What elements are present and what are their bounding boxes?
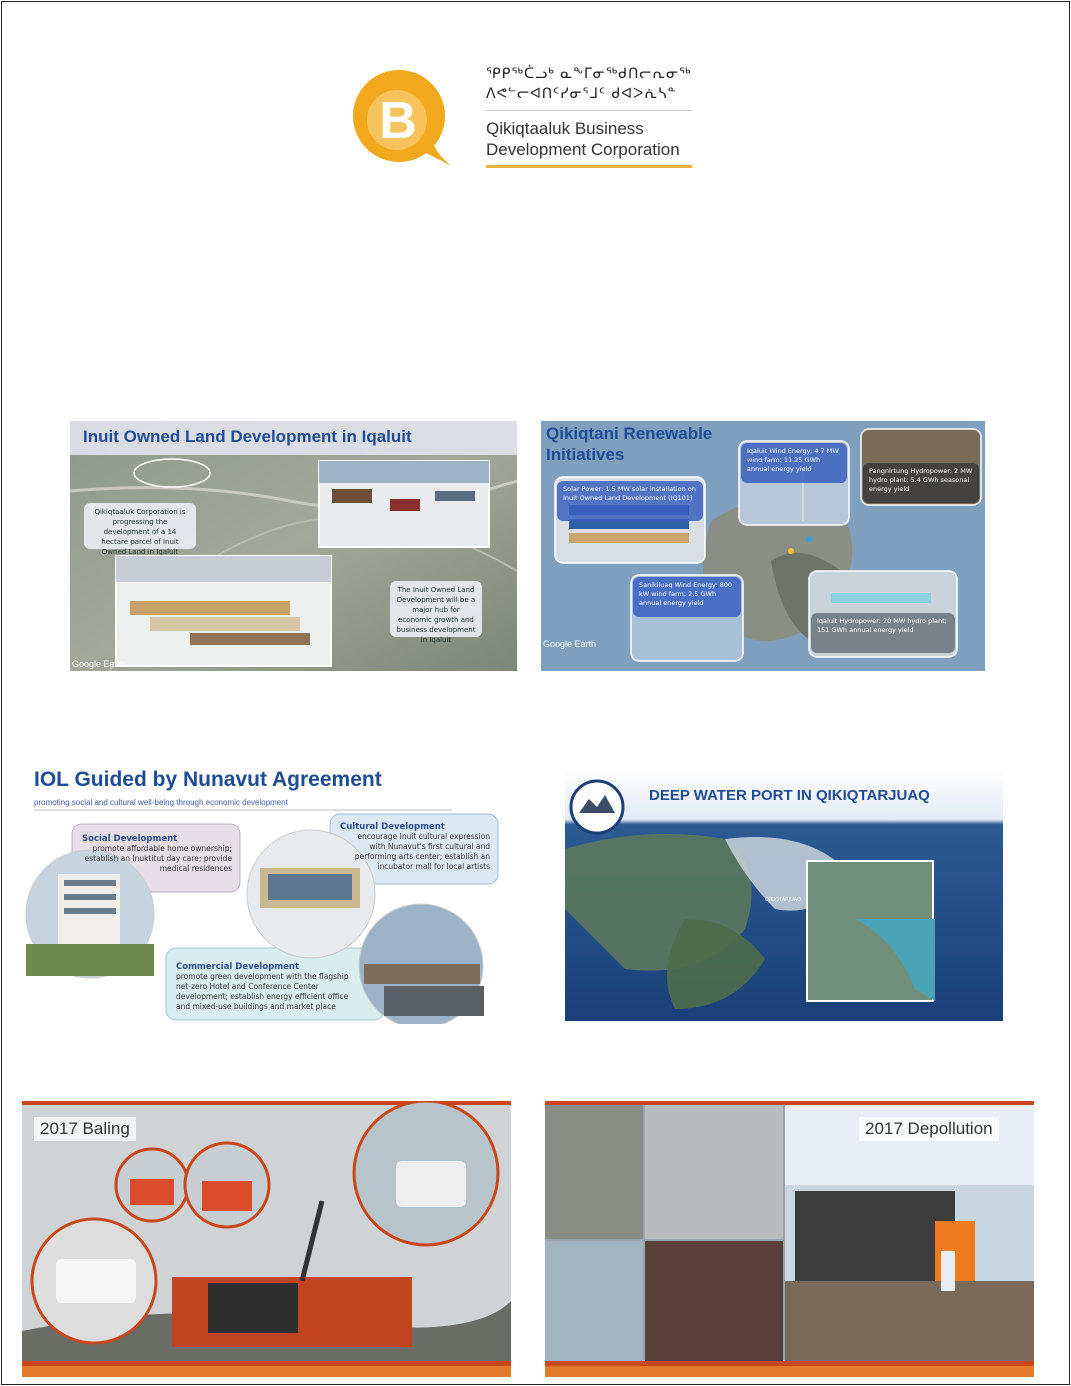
- depollution-photo-collage: [545, 1101, 1034, 1377]
- qbdc-logo-icon: [349, 68, 455, 168]
- logo-name-line1: Qikiqtaaluk Business: [486, 119, 644, 138]
- slide-title: 2017 Baling: [34, 1117, 136, 1141]
- iqaluit-wind-info: Iqaluit Wind Energy: 4.7 MW wind farm; 11.25 GWh annual energy yield: [741, 443, 847, 483]
- slide-iol-iqaluit: [70, 421, 517, 671]
- slide-title: DEEP WATER PORT IN QIKIQTARJUAQ: [649, 787, 930, 804]
- social-text: promote affordable home ownership; establish an Inuktitut day care; provide medical residences: [84, 844, 232, 873]
- commercial-title: Commercial Development: [176, 962, 300, 972]
- cultural-text: encourage Inuit cultural expression with Nunavut's first cultural and performing arts center; establish an incubator mall for local artists: [354, 832, 490, 871]
- slide-subtitle: promoting social and cultural well-being through economic development: [34, 798, 288, 807]
- cultural-development-bubble: [332, 818, 498, 876]
- slide-title-line2: Initiatives: [546, 445, 625, 464]
- callout-right: The Inuit Owned Land Development will be a major hub for economic growth and business development in Iqaluit: [390, 581, 482, 637]
- map-credit: Google Earth: [543, 639, 597, 649]
- svg-text:B: B: [379, 92, 417, 150]
- slide-nunavut-agreement: [24, 766, 504, 1024]
- slide-title: Inuit Owned Land Development in Iqaluit: [83, 427, 412, 446]
- logo-syllabics-line2: ᐱᕙᓪᓕᐊᑎᑦᓯᓂᕐᒧᑦ ᑯᐊᐳᕇᓴᓐ: [486, 86, 677, 102]
- slide-depollution: [545, 1101, 1034, 1377]
- commercial-text: promote green development with the flagship net-zero Hotel and Conference Center development; establish energy efficient office and mixed-use buildings and market place: [176, 972, 349, 1011]
- cultural-title: Cultural Development: [340, 822, 445, 832]
- slide-title: IOL Guided by Nunavut Agreement: [34, 768, 382, 791]
- social-title: Social Development: [82, 834, 178, 844]
- iqaluit-hydro-info: Iqaluit Hydropower: 20 MW hydro plant; 151 GWh annual energy yield: [811, 613, 955, 653]
- logo-gold-rule: [486, 165, 692, 168]
- pangnirtung-info: Pangnirtung Hydropower: 2 MW hydro plant; 5.4 GWh seasonal energy yield: [863, 463, 979, 503]
- port-map-image: [565, 769, 1003, 1021]
- callout-left: Qikiqtaaluk Corporation is progressing the development of a 14 hectare parcel of Inuit Owned Land in Iqaluit: [84, 503, 196, 549]
- slide-title: 2017 Depollution: [859, 1117, 999, 1141]
- slide-deep-water-port: [565, 769, 1003, 1021]
- social-development-bubble: [74, 830, 240, 878]
- logo-syllabics-line1: ᕿᑭᖅᑖᓗᒃ ᓇᖕᒥᓂᖅᑯᑎᓕᕆᓂᖅ: [486, 66, 692, 82]
- map-credit: Google Earth: [72, 659, 126, 669]
- slide-title-line1: Qikiqtani Renewable: [546, 424, 713, 443]
- commercial-development-bubble: [168, 958, 368, 1016]
- qikiqtarjuaq-label: QIKIQTARJUAQ: [765, 897, 802, 903]
- slide-title: [546, 423, 712, 465]
- sanikiluaq-info: Sanikiluaq Wind Energy: 800 kW wind farm; 2.5 GWh annual energy yield: [633, 577, 741, 617]
- baling-photo-collage: [22, 1101, 511, 1377]
- logo-divider: [486, 110, 692, 111]
- solar-info: Solar Power: 1.5 MW solar installation on Inuit Owned Land Development (IQ101): [557, 481, 703, 521]
- slide-baling: [22, 1101, 511, 1377]
- logo-name-line2: Development Corporation: [486, 140, 680, 159]
- slide-renewables: [541, 421, 985, 671]
